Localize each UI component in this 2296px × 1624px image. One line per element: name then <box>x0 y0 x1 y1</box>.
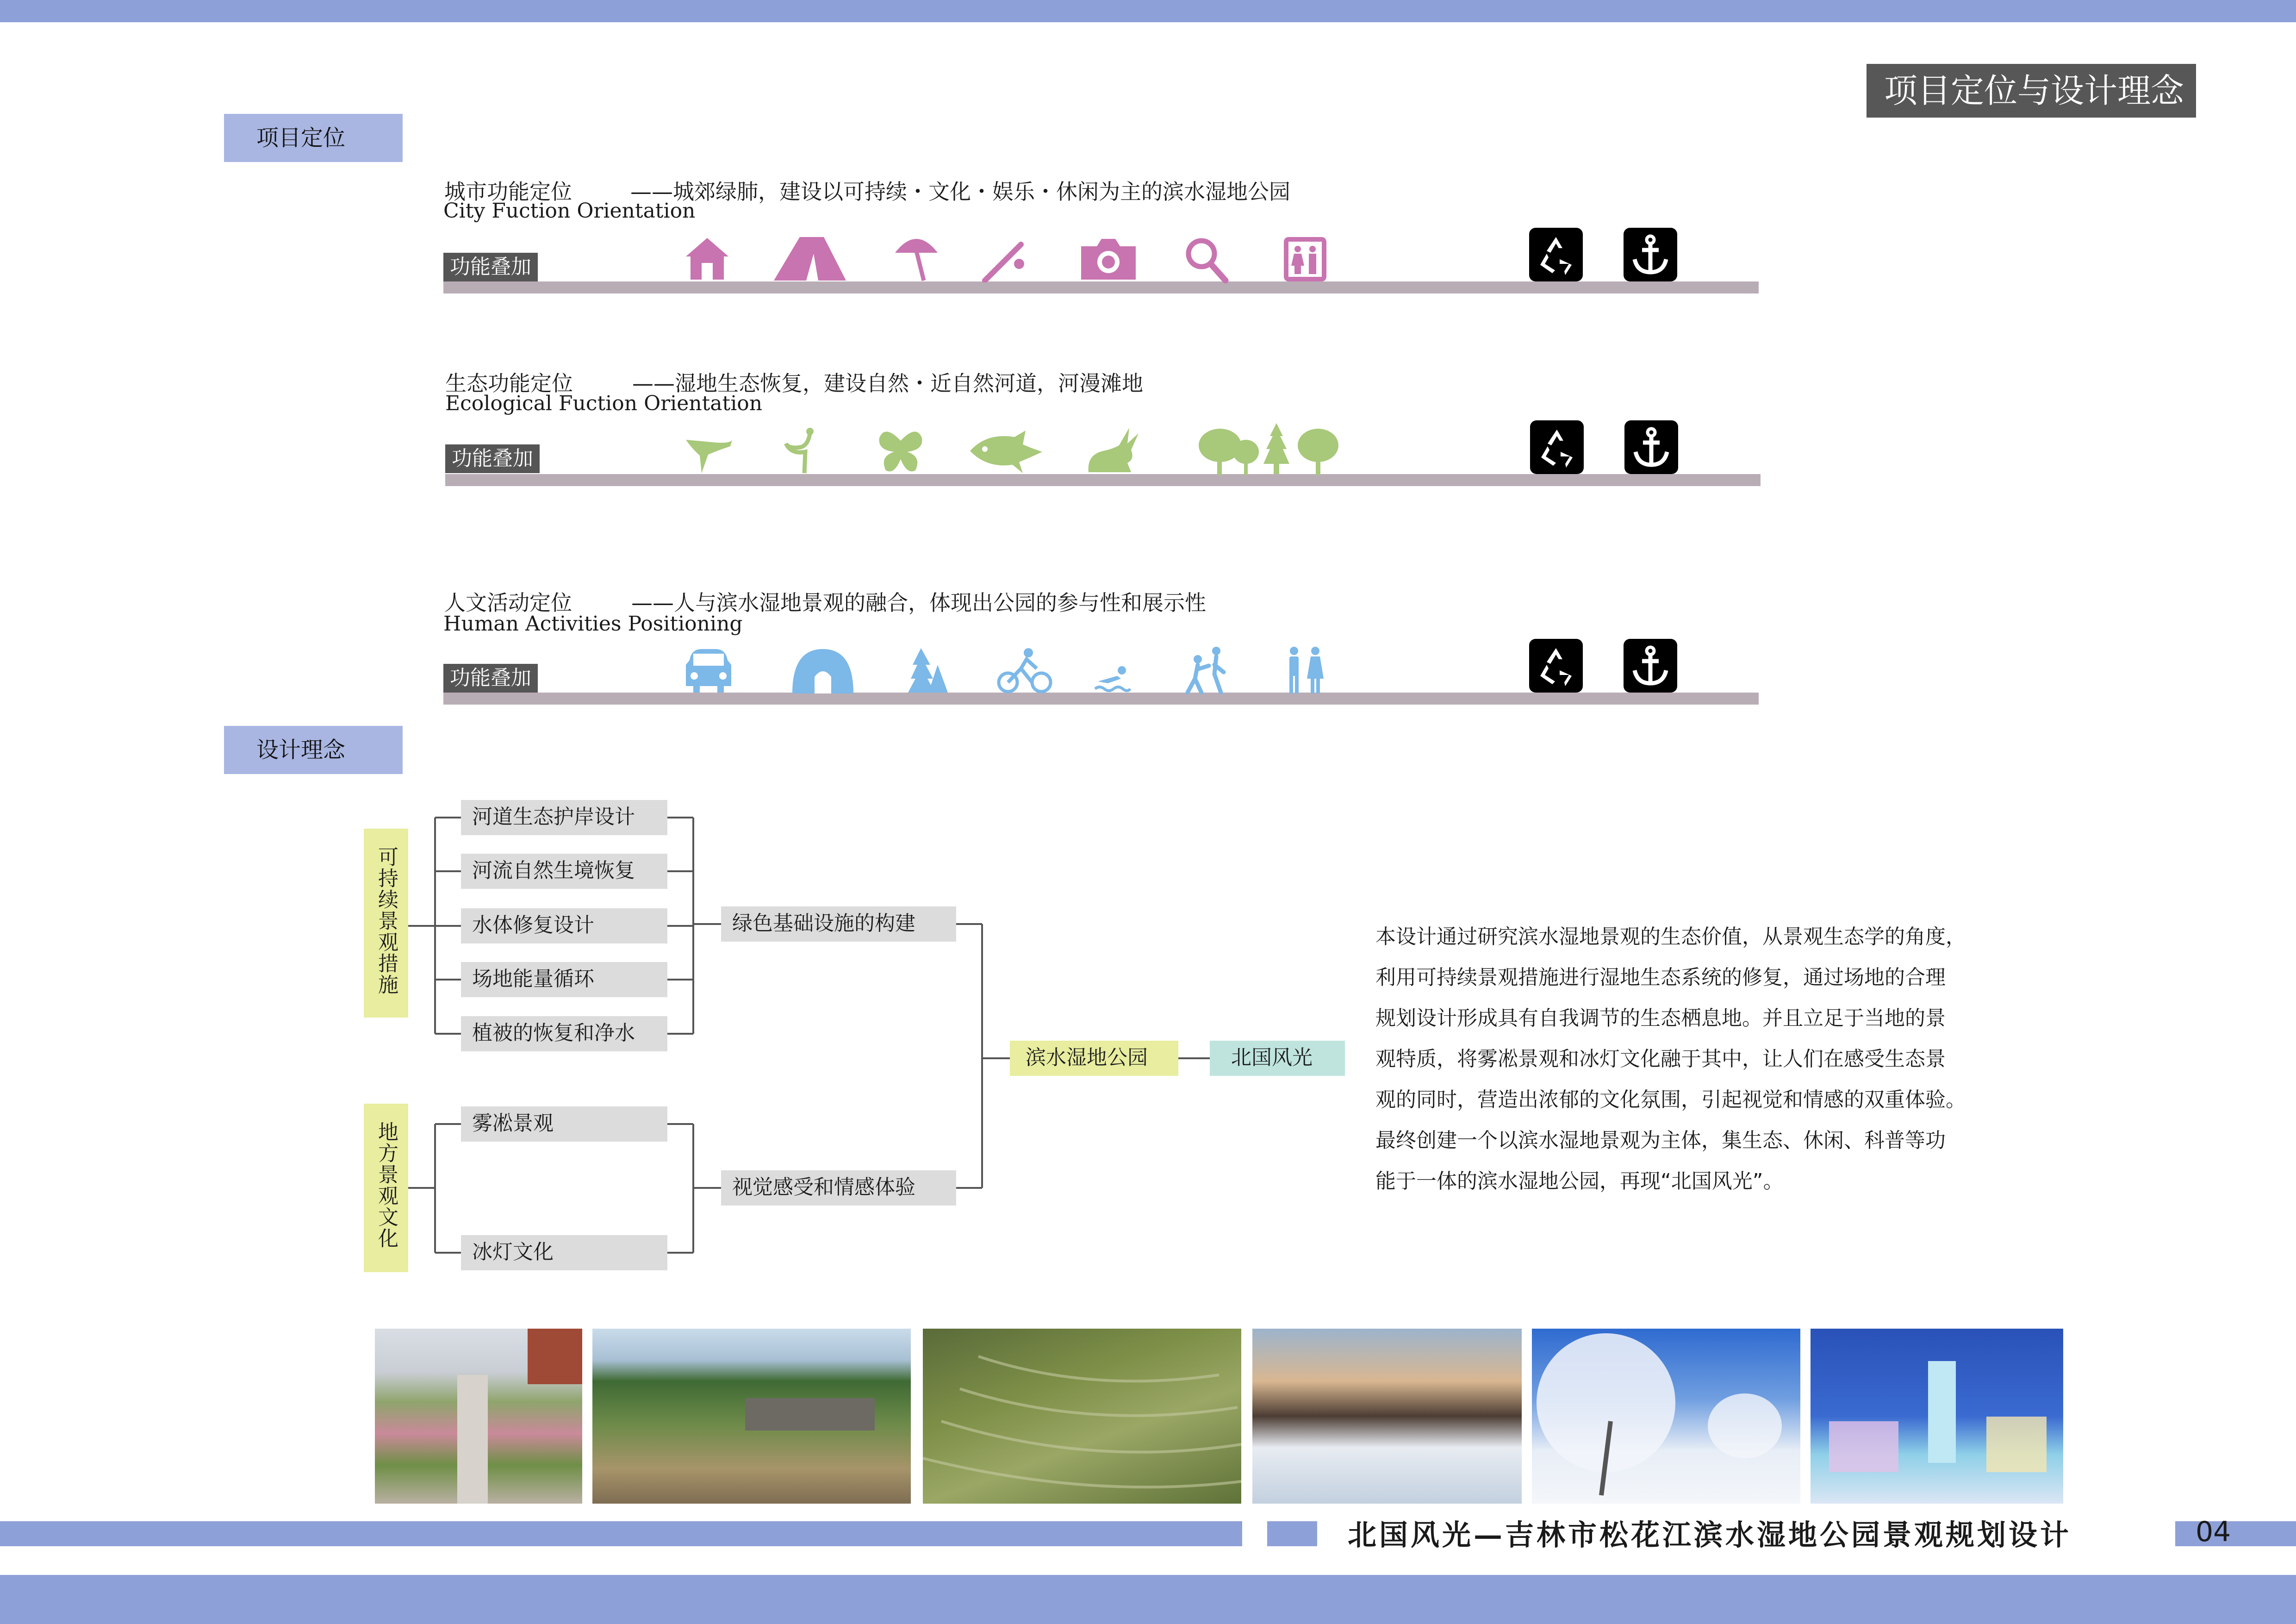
row-description: ——湿地生态恢复，建设自然・近自然河道，河漫滩地 <box>632 371 1143 396</box>
row-title: 生态功能定位 <box>445 371 573 396</box>
photo-garden <box>375 1329 582 1504</box>
function-overlay-label: 功能叠加 <box>443 253 538 281</box>
measure-item: 河道生态护岸设计 <box>461 800 667 835</box>
description-line: 规划设计形成具有自我调节的生态栖息地。并且立足于当地的景 <box>1375 1006 1946 1030</box>
description-line: 利用可持续景观措施进行湿地生态系统的修复，通过场地的合理 <box>1375 966 1946 989</box>
description-line: 最终创建一个以滨水湿地景观为主体，集生态、休闲、科普等功 <box>1375 1129 1946 1152</box>
description-line: 能于一体的滨水湿地公园，再现“北国风光”。 <box>1375 1169 1784 1193</box>
row-title: 人文活动定位 <box>444 590 572 615</box>
footer-project-title: 北国风光—吉林市松花江滨水湿地公园景观规划设计 <box>1348 1518 2072 1552</box>
description-line: 本设计通过研究滨水湿地景观的生态价值，从景观生态学的角度， <box>1375 925 1966 949</box>
row-title: 城市功能定位 <box>444 179 572 204</box>
culture-item: 雾凇景观 <box>461 1106 667 1142</box>
measure-item: 场地能量循环 <box>461 962 667 997</box>
photo-wetland-terrace <box>592 1329 911 1504</box>
function-overlay-label: 功能叠加 <box>445 444 540 473</box>
measure-item: 河流自然生境恢复 <box>461 854 667 889</box>
culture-item: 冰灯文化 <box>461 1235 667 1270</box>
row-english-title: Ecological Fuction Orientation <box>445 392 763 415</box>
footer-band-right <box>2175 1521 2296 1546</box>
footer-band-small <box>1267 1521 1317 1546</box>
group-label-text: 地方景观文化 <box>374 1121 398 1249</box>
design-description <box>1375 917 2060 1202</box>
section-label-positioning: 项目定位 <box>224 114 403 162</box>
function-overlay-label: 功能叠加 <box>443 664 538 693</box>
measure-item: 水体修复设计 <box>461 908 667 943</box>
photo-ice-lanterns <box>1811 1329 2063 1504</box>
result-concept-box: 北国风光 <box>1210 1041 1345 1076</box>
row-english-title: Human Activities Positioning <box>443 612 743 636</box>
description-line: 观的同时，营造出浓郁的文化氛围，引起视觉和情感的双重体验。 <box>1375 1088 1966 1112</box>
photo-rime-trees <box>1532 1329 1800 1504</box>
row-description: ——人与滨水湿地景观的融合，体现出公园的参与性和展示性 <box>631 590 1206 615</box>
row-english-title: City Fuction Orientation <box>443 199 696 223</box>
footer-band-left <box>0 1521 1242 1546</box>
group-label-sustainable <box>364 829 408 1018</box>
page-number: 04 <box>2196 1516 2231 1548</box>
photo-terraced-slope <box>923 1329 1241 1504</box>
green-infrastructure-box: 绿色基础设施的构建 <box>721 906 956 942</box>
group-label-local-culture <box>364 1104 408 1272</box>
center-concept-box: 滨水湿地公园 <box>1010 1041 1178 1076</box>
page-title: 项目定位与设计理念 <box>1867 64 2196 118</box>
section-label-design-concept: 设计理念 <box>224 726 403 774</box>
measure-item: 植被的恢复和净水 <box>461 1016 667 1051</box>
group-label-text: 可持续景观措施 <box>374 846 398 995</box>
visual-experience-box: 视觉感受和情感体验 <box>721 1170 956 1206</box>
description-line: 观特质，将雾凇景观和冰灯文化融于其中，让人们在感受生态景 <box>1375 1047 1946 1071</box>
bottom-band <box>0 1575 2296 1624</box>
photo-snow-village <box>1252 1329 1522 1504</box>
row-description: ——城郊绿肺，建设以可持续・文化・娱乐・休闲为主的滨水湿地公园 <box>630 179 1290 204</box>
